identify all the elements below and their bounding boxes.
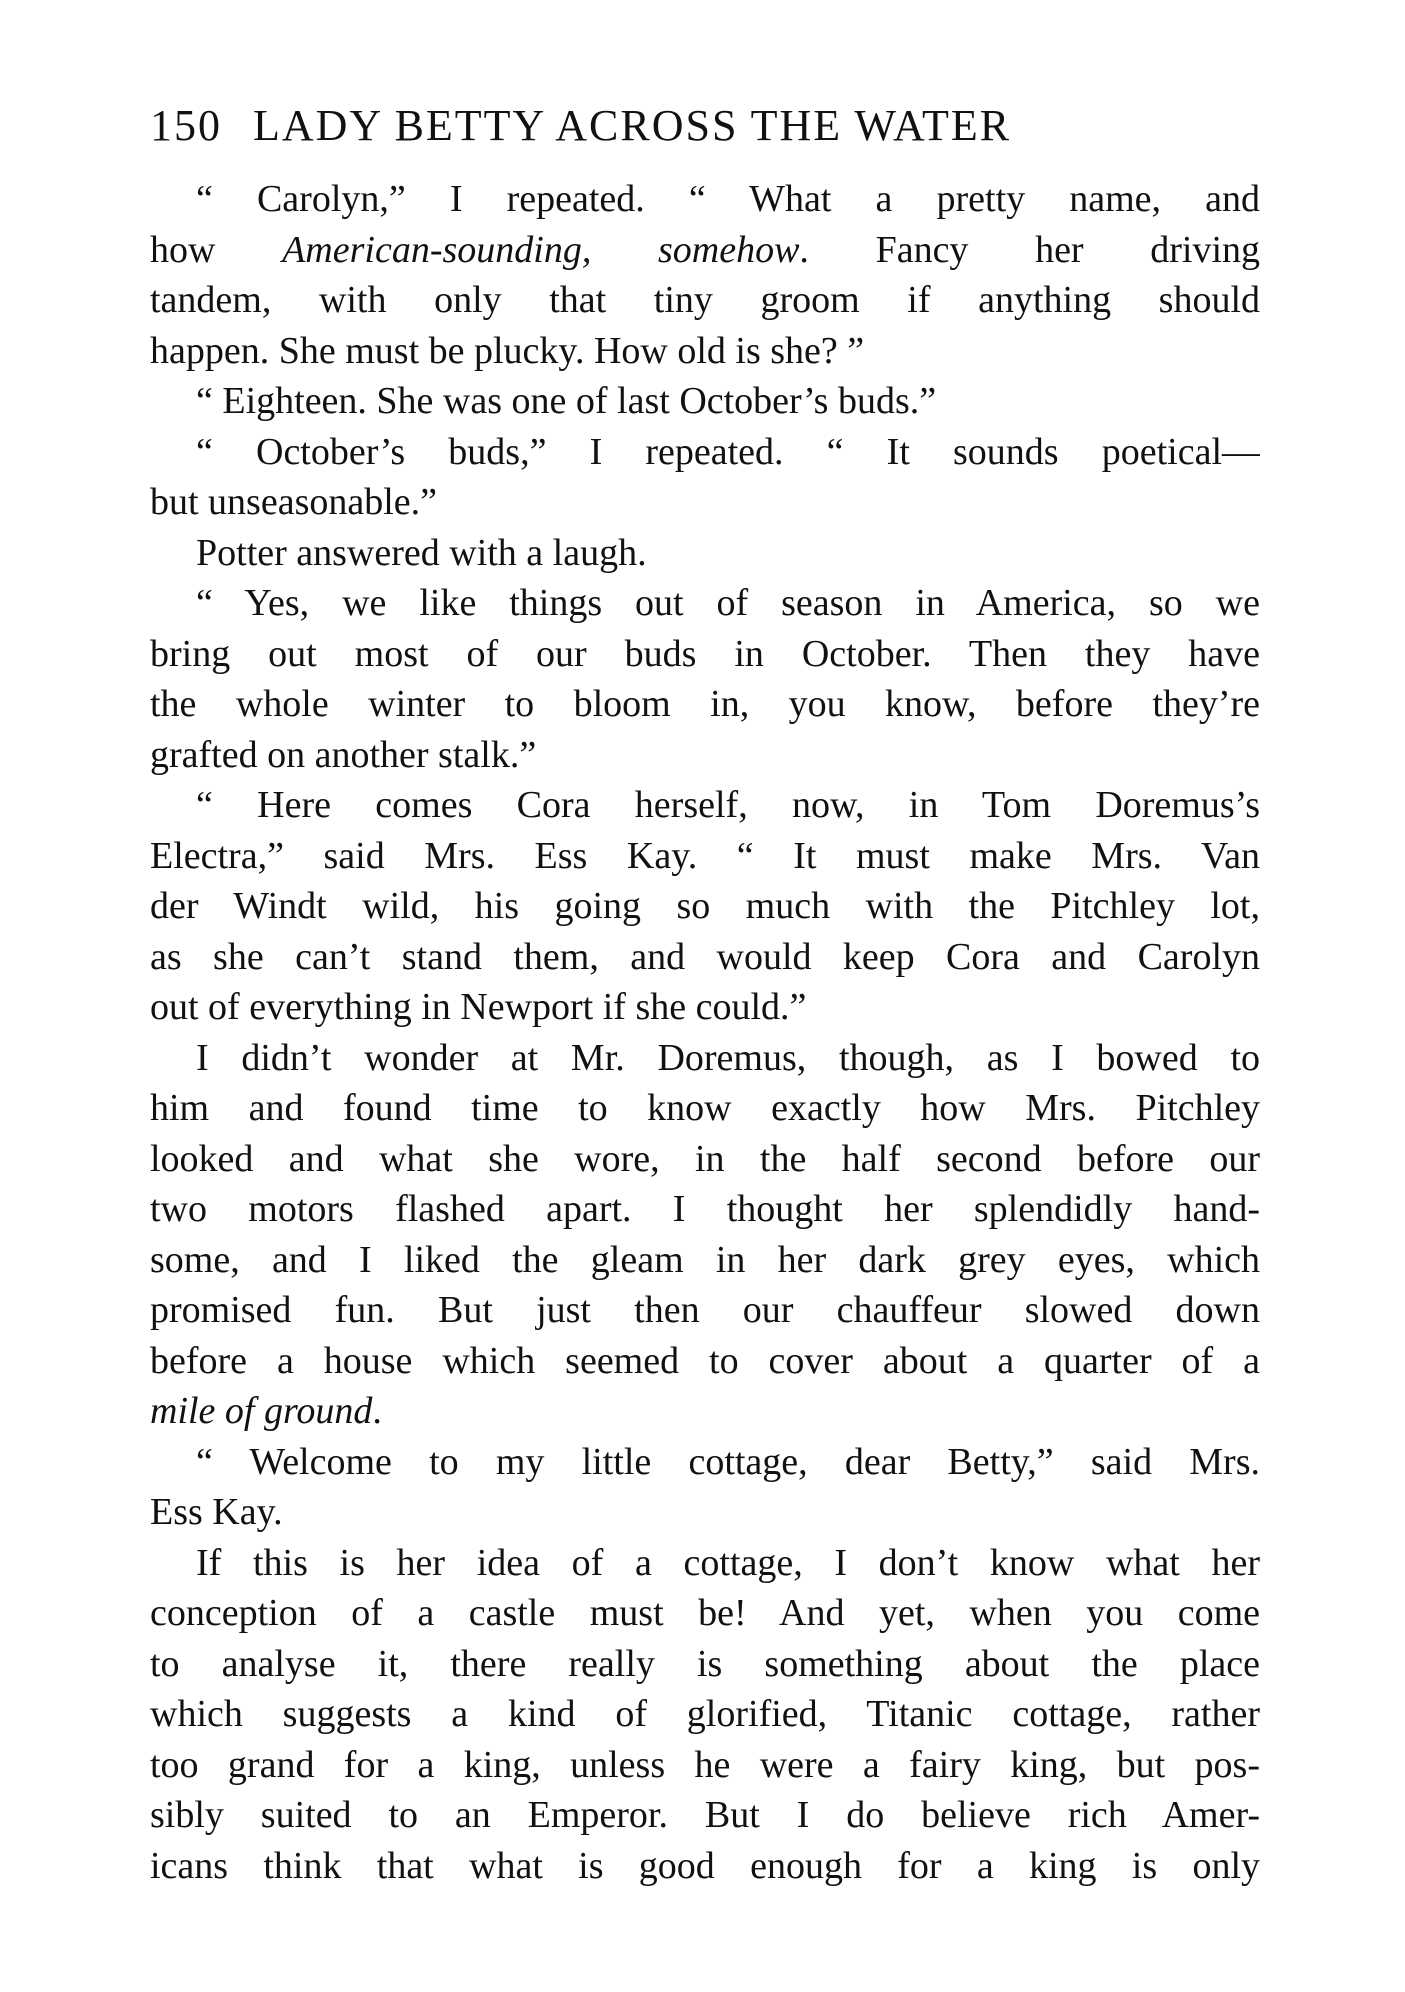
running-title: LADY BETTY ACROSS THE WATER: [253, 101, 1012, 150]
text-line: the whole winter to bloom in, you know, before they’re: [150, 683, 1260, 725]
text-line: but unseasonable.”: [150, 481, 438, 523]
text-line: how American-sounding, somehow. Fancy her driving: [150, 228, 1260, 271]
text-line: icans think that what is good enough for a king is only: [150, 1844, 1260, 1887]
italic-phrase: mile of ground: [150, 1390, 373, 1432]
text-line: him and found time to know exactly how Mrs. Pitchley: [150, 1087, 1260, 1129]
text-line: Potter answered with a laugh.: [196, 531, 647, 574]
text-line: der Windt wild, his going so much with the Pitchley lot,: [150, 885, 1260, 927]
text-line: If this is her idea of a cottage, I don’t know what her: [196, 1541, 1260, 1584]
text-line: “ Here comes Cora herself, now, in Tom Doremus’s: [196, 784, 1260, 826]
text-line: too grand for a king, unless he were a fairy king, but pos-: [150, 1743, 1260, 1786]
text-line: tandem, with only that tiny groom if anything should: [150, 279, 1260, 321]
body-text: [150, 174, 1260, 1891]
text-line: “ Yes, we like things out of season in America, so we: [196, 582, 1260, 624]
text-line: sibly suited to an Emperor. But I do believe rich Amer-: [150, 1794, 1260, 1836]
text-line: some, and I liked the gleam in her dark grey eyes, which: [150, 1238, 1260, 1281]
text-line: promised fun. But just then our chauffeur slowed down: [150, 1289, 1260, 1331]
text-line: out of everything in Newport if she could.”: [150, 986, 807, 1028]
text-line: looked and what she wore, in the half second before our: [150, 1137, 1260, 1180]
text-line: two motors flashed apart. I thought her splendidly hand-: [150, 1188, 1260, 1230]
text-line: Electra,” said Mrs. Ess Kay. “ It must make Mrs. Van: [150, 834, 1260, 877]
text-line: I didn’t wonder at Mr. Doremus, though, as I bowed to: [196, 1036, 1260, 1079]
text-line: as she can’t stand them, and would keep Cora and Carolyn: [150, 935, 1260, 978]
text-line: to analyse it, there really is something about the place: [150, 1642, 1260, 1685]
text-line: which suggests a kind of glorified, Titanic cottage, rather: [150, 1693, 1260, 1735]
text-line: Ess Kay.: [150, 1491, 283, 1533]
text-line: bring out most of our buds in October. Then they have: [150, 632, 1260, 675]
text-line: before a house which seemed to cover about a quarter of a: [150, 1339, 1260, 1382]
text-line: “ Welcome to my little cottage, dear Betty,” said Mrs.: [196, 1440, 1260, 1483]
running-header: [150, 96, 1260, 156]
text-line: happen. She must be plucky. How old is she? ”: [150, 329, 865, 372]
page-number: 150: [150, 101, 222, 150]
text-line: “ Carolyn,” I repeated. “ What a pretty name, and: [196, 178, 1260, 220]
text-line: conception of a castle must be! And yet, when you come: [150, 1592, 1260, 1634]
text-line: “ Eighteen. She was one of last October’s buds.”: [196, 380, 937, 422]
text-line: mile of ground.: [150, 1390, 382, 1432]
italic-phrase: American-sounding, somehow: [282, 228, 800, 271]
text-line: “ October’s buds,” I repeated. “ It sounds poetical—: [196, 430, 1260, 473]
text-line: grafted on another stalk.”: [150, 733, 537, 776]
